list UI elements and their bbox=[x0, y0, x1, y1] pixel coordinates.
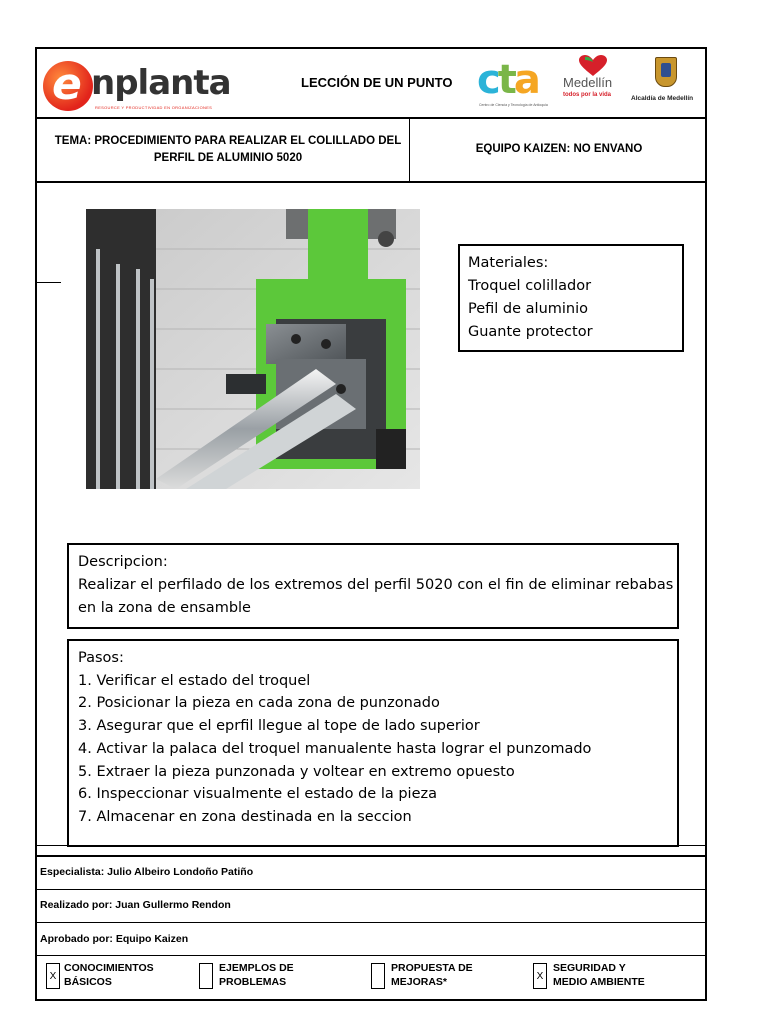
alcaldia-wordmark: Alcaldía de Medellín bbox=[631, 95, 694, 102]
machine-photo bbox=[86, 209, 420, 489]
punch-die-illustration bbox=[86, 209, 420, 489]
enplanta-wordmark: nplanta bbox=[91, 63, 231, 103]
list-item: 2. Posicionar la pieza en cada zona de punzonado bbox=[78, 695, 440, 712]
list-item: Guante protector bbox=[468, 324, 593, 340]
divider bbox=[37, 889, 705, 890]
enplanta-logo bbox=[43, 61, 243, 113]
list-item: 3. Asegurar que el eprfil llegue al tope de lado superior bbox=[78, 718, 480, 735]
alcaldia-logo bbox=[629, 57, 705, 107]
list-item: 1. Verificar el estado del troquel bbox=[78, 672, 311, 689]
description-text: en la zona de ensamble bbox=[78, 600, 251, 616]
description-box bbox=[67, 543, 679, 629]
materials-box bbox=[458, 244, 684, 352]
especialista-field: Especialista: Julio Albeiro Londoño Patiño bbox=[40, 866, 254, 878]
divider bbox=[37, 181, 705, 183]
enplanta-tagline: RESOURCE Y PRODUCTIVIDAD EN ORGANIZACIONES bbox=[95, 105, 213, 110]
checkbox[interactable] bbox=[371, 963, 385, 989]
cta-subtitle: Centro de Ciencia y Tecnología de Antioquia bbox=[479, 103, 548, 107]
realizado-field: Realizado por: Juan Gullermo Rendon bbox=[40, 899, 231, 911]
cta-wordmark: cta bbox=[477, 57, 538, 103]
divider bbox=[37, 855, 705, 857]
steps-box bbox=[67, 639, 679, 847]
page-title: LECCIÓN DE UN PUNTO bbox=[301, 75, 453, 90]
list-item: Troquel colillador bbox=[468, 278, 592, 294]
description-title: Descripcion: bbox=[78, 554, 168, 570]
checkbox[interactable] bbox=[199, 963, 213, 989]
list-item: Pefil de aluminio bbox=[468, 301, 589, 317]
list-item: 5. Extraer la pieza punzonada y voltear en extremo opuesto bbox=[78, 763, 515, 780]
description-text: Realizar el perfilado de los extremos del perfil 5020 con el fin de eliminar rebabas bbox=[78, 577, 674, 593]
divider bbox=[37, 922, 705, 923]
divider bbox=[37, 117, 705, 119]
divider bbox=[37, 282, 61, 283]
medellin-wordmark: Medellín bbox=[563, 75, 613, 90]
divider bbox=[37, 845, 705, 846]
heart-icon bbox=[579, 55, 607, 77]
medellin-logo bbox=[561, 55, 625, 107]
tema-title: TEMA: PROCEDIMIENTO PARA REALIZAR EL COLILLADO DEL PERFIL DE ALUMINIO 5020 bbox=[54, 135, 402, 164]
coat-of-arms-icon bbox=[655, 57, 677, 87]
aprobado-field: Aprobado por: Equipo Kaizen bbox=[40, 933, 189, 945]
cta-logo bbox=[477, 57, 547, 107]
medellin-slogan: todos por la vida bbox=[563, 92, 612, 98]
materials-title: Materiales: bbox=[468, 255, 549, 271]
enplanta-e-icon: e bbox=[43, 61, 93, 111]
list-item: 6. Inspeccionar visualmente el estado de la pieza bbox=[78, 786, 437, 803]
equipo-kaizen: EQUIPO KAIZEN: NO ENVANO bbox=[475, 143, 643, 155]
checkbox[interactable]: X bbox=[46, 963, 60, 989]
lesson-sheet: e nplanta RESOURCE Y PRODUCTIVIDAD EN ORGANIZACIONES LECCIÓN DE UN PUNTO cta Centro de Ciencia y Tecnología de Antioquia Medellín todos por la vida Alcaldía de Medellín TEMA: PROCEDIMIENTO PARA REALIZAR EL COLILLADO DEL PERFIL DE ALUMINIO 5020 EQUIPO KAIZEN: NO ENVANO Materiales: Troquel colillador Pefil de aluminio Guante protector Descripcion: Realizar el perfilado de los extremos del perfil 5020 con el fin de eliminar rebabas en la zona de ensamble Pasos: 1. Verificar el estado del troquel 2. Posicionar la pieza en cada zona de punzonado 3. Asegurar que el eprfil llegue al tope de lado superior 4. Activar la palaca del troquel manualente hasta lograr el punzomado 5. Extraer la pieza punzonada y voltear en extremo opuesto 6. Inspeccionar visualmente el estado de la pieza 7. Almacenar en zona destinada en la seccion Especialista: Julio Albeiro Londoño Patiño Realizado por: Juan Gullermo Rendon Aprobado por: Equipo Kaizen X CONOCIMIENTOS BÁSICOS EJEMPLOS DE PROBLEMAS PROPUESTA DE MEJORAS* X SEGURIDAD Y MEDIO AMBIENTE bbox=[35, 47, 707, 1001]
checkbox[interactable]: X bbox=[533, 963, 547, 989]
list-item: 4. Activar la palaca del troquel manualente hasta lograr el punzomado bbox=[78, 740, 592, 757]
list-item: 7. Almacenar en zona destinada en la seccion bbox=[78, 808, 412, 825]
steps-title: Pasos: bbox=[78, 650, 124, 666]
divider bbox=[37, 955, 705, 956]
